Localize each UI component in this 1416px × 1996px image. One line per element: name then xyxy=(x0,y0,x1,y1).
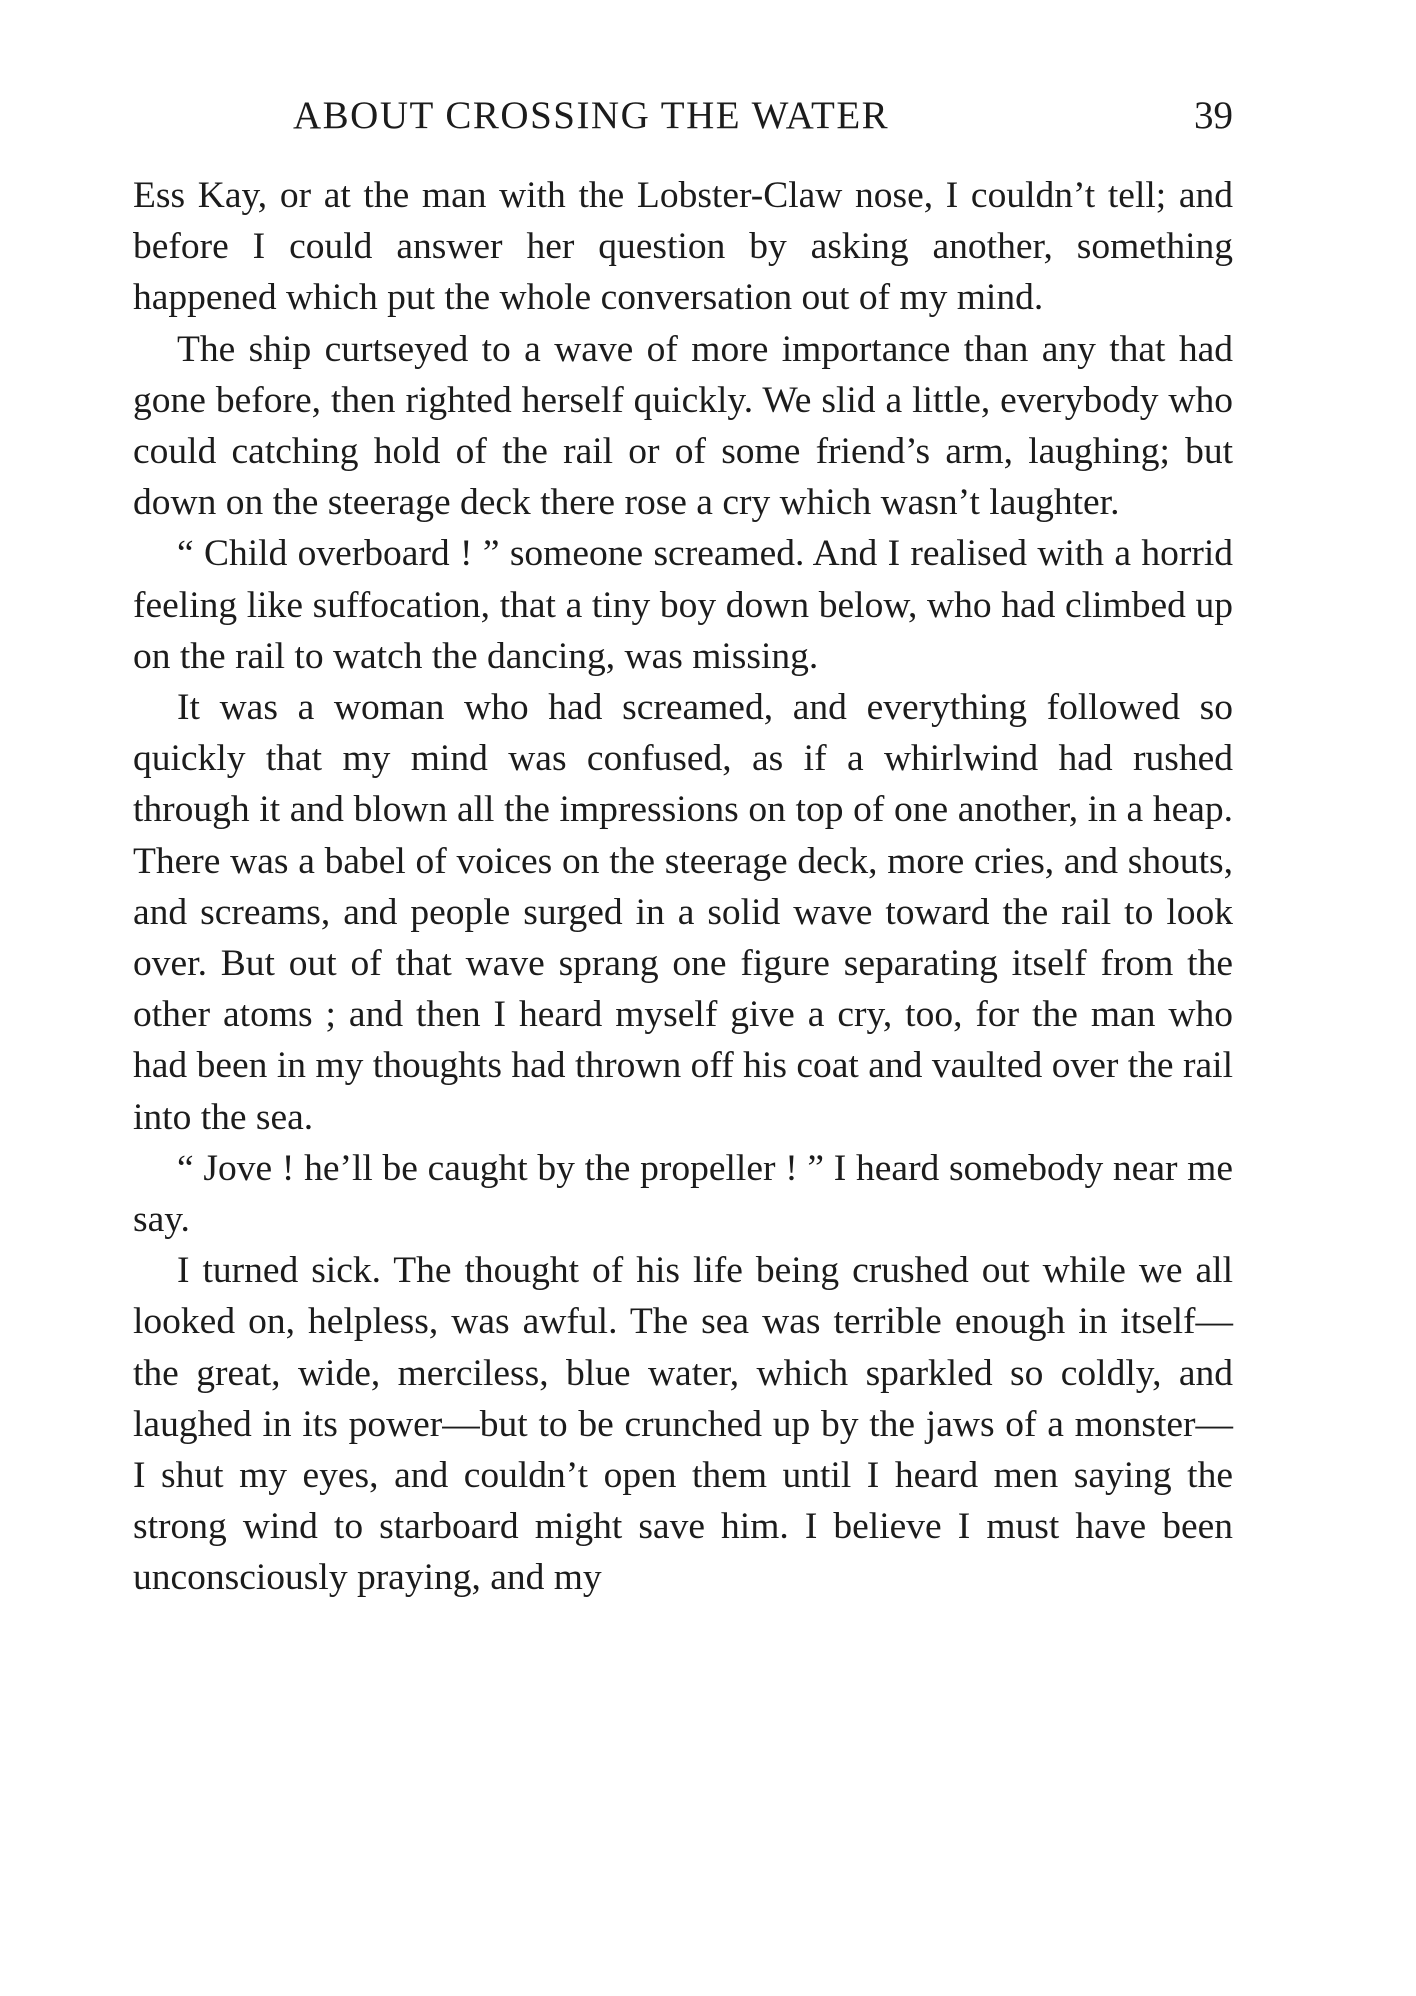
running-title: ABOUT CROSSING THE WATER xyxy=(293,94,890,137)
paragraph: I turned sick. The thought of his life being crushed out while we all looked on, helpless, was awful. The sea was terrible enough in itself—the great, wide, merciless, blue water, which sparkled so coldly, and laughed in its power—but to be crunched up by the jaws of a monster— I shut my eyes, and couldn’t open them until I heard men saying the strong wind to starboard might save him. I believe I must have been unconsciously praying, and my xyxy=(133,1250,1233,1599)
page-number: 39 xyxy=(1194,94,1233,137)
running-head xyxy=(133,93,1233,153)
paragraph: “ Child overboard ! ” someone screamed. And I realised with a horrid feeling like suffocation, that a tiny boy down below, who had climbed up on the rail to watch the dancing, was missing. xyxy=(133,533,1233,677)
paragraph: The ship curtseyed to a wave of more importance than any that had gone before, then righted herself quickly. We slid a little, everybody who could catching hold of the rail or of some friend’s arm, laughing; but down on the steerage deck there rose a cry which wasn’t laughter. xyxy=(133,328,1233,524)
paragraph: “ Jove ! he’ll be caught by the propeller ! ” I heard somebody near me say. xyxy=(133,1147,1233,1241)
paragraph: It was a woman who had screamed, and everything followed so quickly that my mind was confused, as if a whirlwind had rushed through it and blown all the impressions on top of one another, in a heap. There was a babel of voices on the steerage deck, more cries, and shouts, and screams, and people surged in a solid wave toward the rail to look over. But out of that wave sprang one figure separating itself from the other atoms ; and then I heard myself give a cry, too, for the man who had been in my thoughts had thrown off his coat and vaulted over the rail into the sea. xyxy=(133,687,1233,1138)
body-text xyxy=(133,170,1233,1604)
paragraph-continued: Ess Kay, or at the man with the Lobster-Claw nose, I couldn’t tell; and before I could answer her question by asking another, something happened which put the whole conversation out of my mind. xyxy=(133,175,1233,319)
